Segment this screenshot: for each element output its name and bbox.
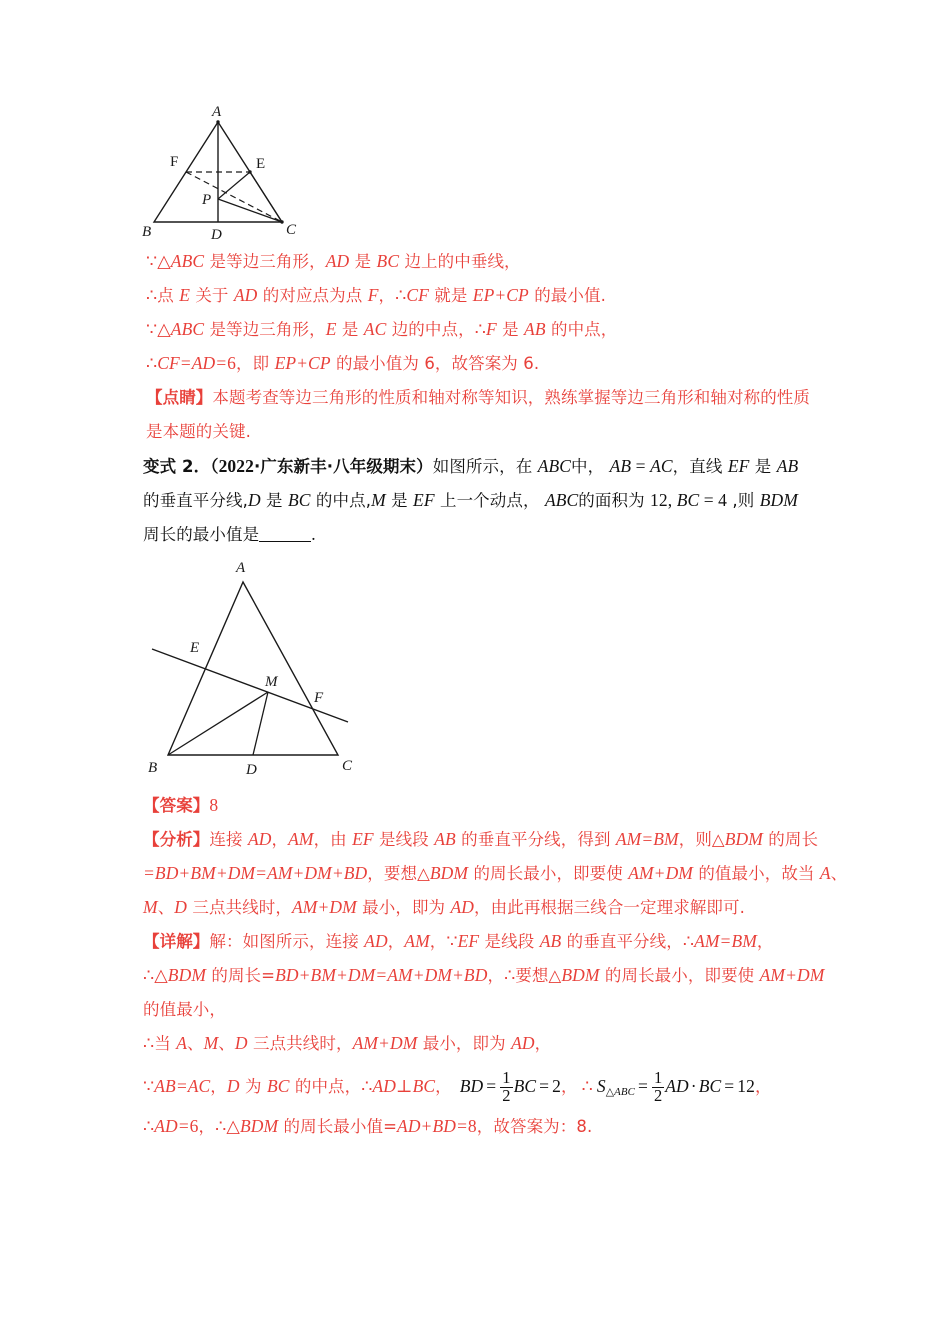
- answer-line: [143, 797, 218, 815]
- text-run-7: 的周长最小值=: [278, 1117, 398, 1136]
- text-run-8: AD+BD=: [397, 1116, 468, 1136]
- text-run-5: 、: [218, 1034, 235, 1053]
- text-run-10: 是: [496, 320, 525, 339]
- line-ef: [152, 649, 348, 722]
- text-run-9: ，: [435, 1077, 452, 1097]
- text-run-1: △: [157, 251, 171, 271]
- text-run-11: AB: [524, 319, 546, 339]
- text-run-7: 、: [830, 864, 848, 883]
- fig2-label-d: D: [246, 762, 257, 778]
- text-run-0: ∴: [143, 965, 155, 985]
- text-run-3: 如图所示，在: [432, 457, 538, 476]
- text-run-6: BDM: [239, 1116, 279, 1136]
- text-run-6: F: [367, 285, 379, 305]
- text-run-11: ，: [534, 1034, 552, 1053]
- text-run-0: M: [143, 897, 158, 917]
- text-run-0: ∴: [146, 353, 158, 373]
- text-run-2: D: [174, 897, 188, 917]
- text-run-3: ，: [198, 1117, 216, 1136]
- text-run-6: 的中点，: [289, 1077, 362, 1097]
- text-run-16: BDM: [759, 490, 798, 510]
- solution2-line-1: [143, 831, 818, 849]
- formula-comma-2: ，: [754, 1077, 772, 1097]
- text-run-1: 本题考查等边三角形的性质和轴对称等知识，熟练掌握等边三角形和轴对称的性质: [212, 388, 811, 407]
- text-run-8: AM+DM: [352, 1033, 418, 1053]
- text-run-0: 【分析】: [143, 830, 210, 849]
- text-run-7: ，: [378, 286, 396, 305]
- solution1-line-6: [146, 423, 251, 441]
- segment-ec: [250, 172, 282, 222]
- vertex-dot-a: [216, 120, 219, 123]
- text-run-9: 8: [467, 1116, 477, 1136]
- text-run-1: 连接: [209, 830, 248, 849]
- text-run-2: E: [179, 285, 190, 305]
- problem-line-1: [143, 458, 798, 476]
- text-run-3: ，: [387, 932, 405, 951]
- text-run-4: M: [203, 1033, 219, 1053]
- text-run-4: AM: [404, 931, 430, 951]
- text-run-3: ，: [271, 830, 289, 849]
- text-run-7: 边上的中垂线，: [399, 252, 521, 271]
- text-run-0: 【点睛】: [146, 388, 213, 407]
- text-run-5: △: [226, 1116, 240, 1136]
- text-run-3: D: [226, 1076, 240, 1097]
- text-run-3: 的周长最小，即要使: [468, 864, 629, 883]
- text-run-10: 的垂直平分线，: [561, 932, 683, 951]
- problem-line-2: [143, 492, 798, 510]
- text-run-1: AD=: [154, 1116, 190, 1136]
- text-run-1: 解：如图所示，连接: [209, 932, 365, 951]
- text-run-11: ，则△: [678, 830, 725, 849]
- text-run-7: ∴: [361, 1076, 373, 1097]
- fig1-label-d: D: [211, 227, 222, 243]
- solution1-line-2: [146, 287, 606, 305]
- solution2-formula-line: [143, 1070, 772, 1105]
- fig2-label-e: E: [190, 640, 200, 656]
- text-run-0: ∴: [146, 285, 158, 305]
- text-run-7: EF: [413, 490, 435, 510]
- solution2-line-5: [143, 967, 824, 985]
- text-run-1: AB=AC: [154, 1076, 211, 1097]
- text-run-6: AB: [609, 456, 632, 476]
- text-run-2: A: [176, 1033, 187, 1053]
- formula-comma-1: ，: [561, 1077, 578, 1097]
- text-run-4: ∴: [215, 1116, 227, 1136]
- text-run-8: AD⊥BC: [372, 1076, 436, 1097]
- text-run-7: 三点共线时，: [247, 1034, 353, 1053]
- text-run-10: 的面积为: [578, 491, 651, 510]
- text-run-3: BC: [288, 490, 311, 510]
- text-run-12: BDM: [724, 829, 763, 849]
- segment-bm: [168, 692, 268, 755]
- text-run-0: 【详解】: [143, 932, 210, 951]
- text-run-6: A: [819, 863, 831, 883]
- text-run-7: =: [631, 456, 651, 476]
- fig1-label-e: E: [256, 156, 266, 172]
- text-run-9: CF: [406, 285, 429, 305]
- text-run-8: BDM: [561, 965, 600, 985]
- text-run-13: ，: [756, 932, 774, 951]
- text-run-8: AC: [650, 456, 673, 476]
- fig2-label-f: F: [314, 690, 324, 706]
- text-run-1: D: [247, 490, 261, 510]
- text-run-9: 的周长最小，即要使: [599, 966, 760, 985]
- text-run-5: 的对应点为点: [257, 286, 368, 305]
- text-run-10: EF: [727, 456, 750, 476]
- text-run-8: AB: [434, 829, 456, 849]
- text-run-1: 点: [157, 286, 180, 305]
- text-run-0: 的值最小，: [143, 1000, 226, 1019]
- text-run-2: ABC: [170, 319, 205, 339]
- text-run-7: EF: [457, 931, 480, 951]
- text-run-9: AB: [539, 931, 562, 951]
- answer-label: 【答案】: [143, 796, 210, 815]
- vertex-dot-e: [248, 170, 251, 173]
- text-run-2: AD: [364, 931, 388, 951]
- text-run-13: 的周长: [762, 830, 819, 849]
- fig1-label-c: C: [286, 222, 297, 238]
- text-run-3: 是等边三角形，: [204, 252, 326, 271]
- text-run-5: ，: [487, 966, 505, 985]
- text-run-9: 的垂直平分线，得到: [455, 830, 616, 849]
- fig2-label-c: C: [342, 758, 353, 774]
- text-run-5: 中，: [571, 457, 610, 476]
- text-run-7: 是线段: [373, 830, 435, 849]
- fig2-label-a: A: [236, 560, 246, 576]
- text-run-2: ·广东新丰·八年级期末）: [253, 457, 433, 476]
- text-run-6: 是: [385, 491, 414, 510]
- text-run-1: CF=AD=: [157, 353, 228, 373]
- text-run-0: 变式 2．（: [143, 457, 219, 476]
- text-run-9: ABC: [544, 490, 579, 510]
- solution2-line-9: [143, 1118, 592, 1136]
- problem-line-3: [143, 526, 316, 544]
- text-run-12: AB: [776, 456, 799, 476]
- formula-prefix: [143, 1076, 452, 1096]
- text-run-14: = 4: [699, 490, 728, 510]
- text-run-11: 12: [650, 490, 668, 510]
- segment-pc: [218, 199, 282, 222]
- text-run-12: ,: [667, 490, 677, 510]
- text-run-5: BC: [266, 1076, 290, 1097]
- formula-therefore: ∴: [581, 1076, 593, 1097]
- area-formula: $S_{\triangle ABC}$ = $\frac{1}{2}$ AD · BC = 12: [596, 1068, 755, 1105]
- text-run-4: EP+CP: [274, 353, 331, 373]
- solution2-line-2: [143, 865, 847, 883]
- fig2-label-b: B: [148, 760, 158, 776]
- text-run-5: 是: [349, 252, 377, 271]
- text-run-7: ，由此再根据三线合一定理求解即可.: [474, 898, 745, 917]
- text-run-3: 是等边三角形，: [204, 320, 326, 339]
- text-run-7: 边的中点，: [386, 320, 475, 339]
- answer-blank[interactable]: [259, 541, 311, 542]
- text-run-4: 的中点,: [310, 491, 372, 510]
- figure-2-isosceles-triangle: [110, 550, 410, 780]
- text-run-0: ∴: [143, 1116, 155, 1136]
- text-run-12: 的中点，: [545, 320, 618, 339]
- fig1-label-b: B: [142, 224, 152, 240]
- text-run-8: 上一个动点，: [434, 491, 545, 510]
- text-run-5: M: [371, 490, 386, 510]
- bd-formula: BD = $\frac{1}{2}$ BC = 2: [459, 1068, 562, 1105]
- text-run-0: ∴: [143, 1033, 155, 1053]
- text-run-9: 最小，即为: [417, 1034, 512, 1053]
- text-run-12: 的最小值.: [528, 286, 606, 305]
- text-run-5: 的最小值为 6，故答案为 6.: [330, 354, 540, 373]
- text-run-6: EF: [352, 829, 374, 849]
- text-run-3: 的周长=: [206, 966, 276, 985]
- text-run-6: BC: [376, 251, 400, 271]
- text-run-1: △: [154, 965, 168, 985]
- solution2-line-3: [143, 899, 745, 917]
- figure-2-svg: [110, 550, 410, 780]
- answer-value: 8: [209, 795, 219, 815]
- text-run-5: ，由: [313, 830, 353, 849]
- segment-ep: [218, 172, 250, 199]
- text-run-2: 6: [189, 1116, 199, 1136]
- text-run-1: 当: [154, 1034, 177, 1053]
- text-run-2: ABC: [170, 251, 205, 271]
- text-run-0: ∵: [143, 1076, 155, 1097]
- text-run-1: ，要想△: [367, 864, 430, 883]
- text-run-2: BDM: [167, 965, 207, 985]
- fig1-label-f: F: [170, 154, 179, 170]
- text-run-5: 的值最小，故当: [692, 864, 820, 883]
- one-half-fraction-2: $\frac{1}{2}$: [653, 1068, 663, 1105]
- solution1-line-3: [146, 321, 617, 339]
- segment-md: [253, 692, 268, 755]
- text-run-1: 2022: [218, 456, 254, 476]
- vertex-dot-c: [280, 220, 283, 223]
- text-run-8: ∴: [474, 319, 486, 339]
- text-run-12: AM=BM: [694, 931, 757, 951]
- text-run-6: AD: [450, 897, 475, 917]
- text-run-4: AD: [325, 251, 350, 271]
- text-run-15: ,则: [727, 491, 760, 510]
- text-run-10: AM+DM: [759, 965, 825, 985]
- text-run-7: 要想△: [515, 966, 562, 985]
- text-run-6: AC: [363, 319, 387, 339]
- text-run-2: ，: [210, 1077, 227, 1097]
- text-run-4: 为: [239, 1077, 267, 1097]
- text-run-9: ，直线: [672, 457, 728, 476]
- text-run-0: 是本题的关键.: [146, 422, 251, 441]
- text-run-0: ∵: [146, 319, 158, 339]
- text-run-3: 关于: [189, 286, 234, 305]
- text-run-0: 周长的最小值是: [143, 525, 260, 544]
- solution1-line-1: [146, 253, 521, 271]
- text-run-2: 是: [260, 491, 288, 510]
- text-run-3: 、: [186, 1034, 204, 1053]
- fig1-label-a: A: [212, 104, 222, 120]
- text-run-1: △: [157, 319, 171, 339]
- text-run-10: AM=BM: [615, 829, 679, 849]
- text-run-4: ABC: [537, 456, 572, 476]
- text-run-2: .: [311, 524, 316, 544]
- triangle-abc-outline-2: [168, 582, 338, 755]
- text-run-4: E: [325, 319, 337, 339]
- text-run-2: AD: [247, 829, 272, 849]
- text-run-11: 是: [749, 457, 777, 476]
- text-run-0: =BD+BM+DM=AM+DM+BD: [143, 863, 368, 883]
- text-run-6: ∴: [504, 965, 516, 985]
- text-run-9: F: [485, 319, 497, 339]
- figure-1-svg: [140, 100, 360, 250]
- text-run-4: AD: [233, 285, 258, 305]
- text-run-11: EP+CP: [472, 285, 529, 305]
- text-run-5: ，: [429, 932, 447, 951]
- text-run-0: 的垂直平分线,: [143, 491, 248, 510]
- text-run-4: AM+DM: [628, 863, 693, 883]
- text-run-5: 最小，即为: [356, 898, 451, 917]
- text-run-10: AD: [511, 1033, 535, 1053]
- segment-fc-dashed: [186, 172, 282, 222]
- text-run-8: ∴: [395, 285, 407, 305]
- text-run-11: ∴: [682, 931, 695, 951]
- text-run-6: D: [234, 1033, 248, 1053]
- text-run-1: 、: [157, 898, 175, 917]
- text-run-10: 就是: [428, 286, 473, 305]
- text-run-8: 是线段: [479, 932, 540, 951]
- text-run-3: ，即: [236, 354, 275, 373]
- text-run-0: ∵: [146, 251, 158, 271]
- text-run-4: AM+DM: [292, 897, 357, 917]
- one-half-fraction-1: $\frac{1}{2}$: [502, 1068, 511, 1105]
- solution1-line-5: [146, 389, 810, 407]
- text-run-6: ∵: [446, 931, 458, 951]
- text-run-4: AM: [288, 829, 314, 849]
- text-run-10: ，故答案为：8.: [476, 1117, 593, 1136]
- text-run-13: BC: [676, 490, 700, 510]
- solution2-line-6: [143, 1001, 226, 1019]
- text-run-3: 三点共线时，: [187, 898, 292, 917]
- solution1-line-4: [146, 355, 539, 373]
- solution2-line-7: [143, 1035, 551, 1053]
- text-run-4: BD+BM+DM=AM+DM+BD: [275, 965, 488, 985]
- fig1-label-p: P: [202, 192, 212, 208]
- text-run-2: 6: [227, 353, 237, 373]
- text-run-2: BDM: [429, 863, 469, 883]
- solution2-line-4: [143, 933, 774, 951]
- fig2-label-m: M: [265, 674, 278, 690]
- figure-1-equilateral-triangle: [140, 100, 360, 250]
- text-run-5: 是: [336, 320, 364, 339]
